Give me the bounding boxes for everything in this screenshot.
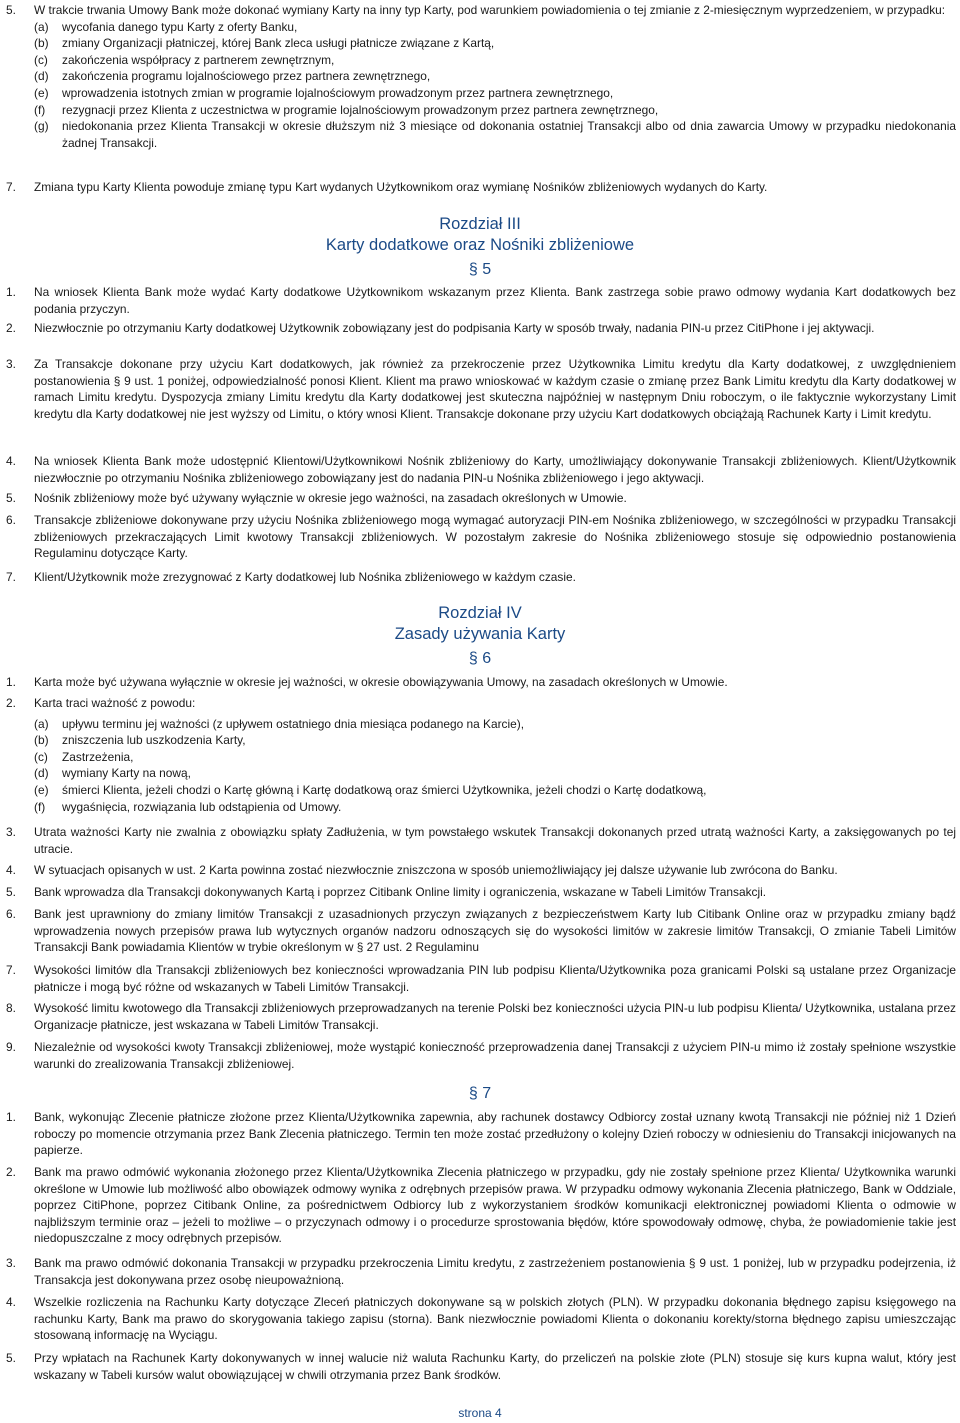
- section-7-block: [0, 1164, 960, 1247]
- chapter-title: Rozdział III: [439, 215, 521, 233]
- sub-label: (d): [34, 69, 49, 84]
- list-item: [0, 284, 960, 317]
- item-number: 2.: [6, 321, 16, 335]
- item-number: 8.: [6, 1001, 16, 1015]
- list-item: [0, 695, 960, 712]
- item-number: 5.: [6, 885, 16, 899]
- list-item: [0, 1294, 960, 1344]
- sub-item: [0, 732, 960, 749]
- item-text: Wszelkie rozliczenia na Rachunku Karty dotyczące Zleceń płatniczych dokonywane są w polskich złotych (PLN). W przypadku dokonania błędnego zapisu księgowego na rachunku Karty, Bank ma prawo do skorygowania takiego zapisu (storna). Bank niezwłocznie powiadomi Klienta o dokonaniu korekty/storna błędnego zapisu umieszczając stosowaną informację na Wyciągu.: [34, 1295, 956, 1343]
- list-item: [0, 1000, 960, 1033]
- list-item: [0, 320, 960, 337]
- sub-text: wprowadzenia istotnych zmian w programie lojalnościowym prowadzonym przez partnera zewnętrznego,: [62, 85, 614, 100]
- section-7-block: [0, 1294, 960, 1344]
- item-number: 2.: [6, 1165, 16, 1179]
- item-text: Bank wprowadza dla Transakcji dokonywanych Kartą i poprzez Citibank Online limity i ograniczenia, wskazane w Tabeli Limitów Transakcji.: [34, 885, 767, 899]
- section-6-block: [0, 824, 960, 857]
- item-number: 3.: [6, 825, 16, 839]
- item-number: 9.: [6, 1040, 16, 1054]
- sub-label: (d): [34, 766, 49, 781]
- item-number: 6.: [6, 513, 16, 527]
- sub-label: (e): [34, 782, 49, 797]
- item-text: Klient/Użytkownik może zrezygnować z Karty dodatkowej lub Nośnika zbliżeniowego w każdym czasie.: [34, 570, 576, 584]
- item-text: Bank ma prawo odmówić dokonania Transakcji w przypadku przekroczenia Limitu kredytu, z zastrzeżeniem postanowienia § 9 ust. 1 poniżej, lub w przypadku podejrzenia, iż Transakcja jest dokonywana przez osobę nieupoważnioną.: [34, 1256, 956, 1287]
- section-7-block: [0, 1109, 960, 1159]
- section-5-block: [0, 356, 960, 422]
- sub-item: [0, 799, 960, 816]
- section-7-block: [0, 1255, 960, 1288]
- sub-item: [0, 68, 960, 85]
- list-item: [0, 674, 960, 691]
- item-number: 4.: [6, 1295, 16, 1309]
- item-number: 5.: [6, 491, 16, 505]
- sub-label: (f): [34, 799, 46, 814]
- item-text: Na wniosek Klienta Bank może wydać Karty dodatkowe Użytkownikom wskazanym przez Klienta. Bank zastrzega sobie prawo odmowy wydania Kart dodatkowych bez podania przyczyn.: [34, 285, 956, 316]
- sub-label: (f): [34, 102, 46, 117]
- section-6-block: [0, 906, 960, 956]
- section-5-block: [0, 512, 960, 562]
- item-text: Nośnik zbliżeniowy może być używany wyłącznie w okresie jego ważności, na zasadach określonych w Umowie.: [34, 491, 627, 505]
- item-text: Utrata ważności Karty nie zwalnia z obowiązku spłaty Zadłużenia, w tym powstałego wskutek Transakcji dokonanych przed utratą ważności Karty, a zaksięgowanych po tej utracie.: [34, 825, 956, 856]
- sub-label: (b): [34, 36, 49, 51]
- list-item: [0, 453, 960, 486]
- item-number: 5.: [6, 3, 16, 17]
- sub-item: [0, 749, 960, 766]
- page-number: strona 4: [458, 1406, 502, 1420]
- item-text: Karta traci ważność z powodu:: [34, 696, 196, 710]
- sub-item: [0, 52, 960, 69]
- list-item: [0, 1164, 960, 1247]
- sub-label: (c): [34, 52, 48, 67]
- item-number: 4.: [6, 454, 16, 468]
- item-text: Niezależnie od wysokości kwoty Transakcji zbliżeniowej, może wystąpić konieczność przeprowadzenia danej Transakcji z użyciem PIN-u mimo iż zostały spełnione wszystkie warunki do zrealizowania Transakcji zbliżeniowej.: [34, 1040, 956, 1071]
- list-item: [0, 1039, 960, 1072]
- item-number: 5.: [6, 1351, 16, 1365]
- list-item: [0, 906, 960, 956]
- sub-text: upływu terminu jej ważności (z upływem ostatniego dnia miesiąca podanego na Karcie),: [62, 716, 524, 731]
- section-5-block: [0, 453, 960, 486]
- sub-text: niedokonania przez Klienta Transakcji w okresie dłuższym niż 3 miesiące od dokonania ostatniej Transakcji albo od dnia zawarcia Umowy w przypadku niedokonania żadnej Transakcji.: [62, 119, 956, 150]
- section-6-block: [0, 1000, 960, 1033]
- sub-item: [0, 716, 960, 733]
- sub-label: (g): [34, 119, 49, 134]
- list-item: [0, 1350, 960, 1383]
- item-number: 1.: [6, 285, 16, 299]
- item-text: Na wniosek Klienta Bank może udostępnić Klientowi/Użytkownikowi Nośnik zbliżeniowy do Karty, umożliwiający dokonywanie Transakcji zbliżeniowych. Klient/Użytkownik niezwłocznie po otrzymaniu Nośnika zbliżeniowego zobowiązany jest do nadania PIN-u Nośnika zbliżeniowego i jego aktywacji.: [34, 454, 956, 485]
- item-text: Transakcje zbliżeniowe dokonywane przy użyciu Nośnika zbliżeniowego mogą wymagać autoryzacji PIN-em Nośnika zbliżeniowego, w szczególności w przypadku Transakcji zbliżeniowych przekraczających Limit kwotowy Transakcji zbliżeniowych. W pozostałym zakresie do Nośnika zbliżeniowego stosuje się odpowiednio postanowienia Regulaminu dotyczące Karty.: [34, 513, 956, 561]
- item-text: Zmiana typu Karty Klienta powoduje zmianę typu Kart wydanych Użytkownikom oraz wymianę Nośników zbliżeniowych wydanych do Karty.: [34, 180, 768, 194]
- section-sign: § 6: [468, 650, 492, 667]
- item-number: 3.: [6, 1256, 16, 1270]
- item-text: Wysokości limitów dla Transakcji zbliżeniowych bez konieczności wprowadzania PIN lub podpisu Klienta/Użytkownika poza granicami Polski są ustalane przez Organizacje płatnicze i mogą być różne od wskazanych w Tabeli Limitów Transakcji.: [34, 963, 956, 994]
- sub-label: (c): [34, 749, 48, 764]
- item-number: 6.: [6, 907, 16, 921]
- list-item: [0, 490, 960, 507]
- sub-item: [0, 765, 960, 782]
- item-text: Karta może być używana wyłącznie w okresie jej ważności, w okresie obowiązywania Umowy, na zasadach określonych w Umowie.: [34, 675, 728, 689]
- item-text: Niezwłocznie po otrzymaniu Karty dodatkowej Użytkownik zobowiązany jest do podpisania Karty w sposób trwały, nadania PIN-u przez CitiPhone i jej aktywacji.: [34, 321, 875, 335]
- item-text: Przy wpłatach na Rachunek Karty dokonywanych w innej walucie niż waluta Rachunku Karty, do przeliczeń na polskie złote (PLN) stosuje się kurs kupna walut, który jest wskazany w Tabeli kursów walut obowiązującej w chwili otrzymania przez Bank środków.: [34, 1351, 956, 1382]
- sub-label: (a): [34, 716, 49, 731]
- list-item: [0, 569, 960, 586]
- sub-text: rezygnacji przez Klienta z uczestnictwa w programie lojalnościowym prowadzonym przez partnera zewnętrznego,: [62, 102, 659, 117]
- chapter-subtitle: Zasady używania Karty: [394, 625, 566, 643]
- list-item: [0, 1255, 960, 1288]
- section-6-block: [0, 962, 960, 995]
- item-number: 1.: [6, 1110, 16, 1124]
- sub-text: zakończenia programu lojalnościowego przez partnera zewnętrznego,: [62, 69, 431, 84]
- chapter-subtitle: Karty dodatkowe oraz Nośniki zbliżeniowe: [325, 236, 635, 254]
- item-text: Bank jest uprawniony do zmiany limitów Transakcji z uzasadnionych przyczyn związanych z bezpieczeństwem Karty lub Citibank Online oraz w przypadku zmiany bądź wprowadzenia nowych przepisów prawa lub wytycznych organów nadzoru odnoszących się do wysokości limitów w zakresie limitów Transakcji, O zmianie Tabeli Limitów Transakcji Bank powiadamia Klientów w trybie określonym w § 27 ust. 2 Regulaminu: [34, 907, 956, 955]
- list-item: [0, 1109, 960, 1159]
- list-item: [0, 179, 960, 196]
- section-sign: § 7: [468, 1085, 492, 1102]
- sub-text: zmiany Organizacji płatniczej, której Bank zleca usługi płatnicze związane z Kartą,: [62, 36, 495, 51]
- item-number: 7.: [6, 963, 16, 977]
- sub-text: zakończenia współpracy z partnerem zewnętrznym,: [62, 52, 335, 67]
- sub-item: [0, 118, 960, 151]
- list-item: [0, 862, 960, 879]
- section-6-block: [0, 884, 960, 901]
- item-5-block: [0, 2, 960, 151]
- sub-text: wycofania danego typu Karty z oferty Banku,: [62, 19, 298, 34]
- sub-item: [0, 782, 960, 799]
- item-number: 7.: [6, 180, 16, 194]
- list-item: [0, 512, 960, 562]
- item-number: 1.: [6, 675, 16, 689]
- sub-item: [0, 35, 960, 52]
- item-number: 7.: [6, 570, 16, 584]
- sub-text: wymiany Karty na nową,: [62, 766, 191, 781]
- list-item: [0, 2, 960, 19]
- sub-item: [0, 85, 960, 102]
- item-text: W trakcie trwania Umowy Bank może dokonać wymiany Karty na inny typ Karty, pod warunkiem powiadomienia o tej zmianie z 2-miesięcznym wyprzedzeniem, w przypadku:: [34, 3, 946, 17]
- list-item: [0, 962, 960, 995]
- sub-text: śmierci Klienta, jeżeli chodzi o Kartę główną i Kartę dodatkową oraz śmierci Użytkownika, jeżeli chodzi o Kartę dodatkową,: [62, 782, 707, 797]
- item-number: 2.: [6, 696, 16, 710]
- section-6-block: [0, 695, 960, 815]
- section-5-block: [0, 569, 960, 586]
- section-sign: § 5: [468, 261, 492, 278]
- section-5-block: [0, 320, 960, 337]
- item-text: Za Transakcje dokonane przy użyciu Kart dodatkowych, jak również za przekroczenie przez Użytkownika Limitu kredytu dla Karty dodatkowej, z uwzględnieniem postanowienia § 9 ust. 1 poniżej, odpowiedzialność ponosi Klient. Klient ma prawo wnioskować w każdym czasie o zmianę przez Bank Limitu kredytu dla Karty dodatkowej w ramach Limitu kredytu. Dyspozycja zmiany Limitu kredytu dla Karty dodatkowej jest skuteczna najpóźniej w następnym Dniu roboczym, o ile faktycznie wykorzystany Limit kredytu dla Karty dodatkowej nie jest wyższy od Limitu, o który wnosi Klient. Transakcje dokonane przy użyciu Kart dodatkowych obciążają Rachunek Karty i Limit kredytu.: [34, 357, 956, 421]
- item-number: 4.: [6, 863, 16, 877]
- item-text: W sytuacjach opisanych w ust. 2 Karta powinna zostać niezwłocznie zniszczona w sposób uniemożliwiający jej dalsze używanie lub zwrócona do Banku.: [34, 863, 838, 877]
- sub-text: Zastrzeżenia,: [62, 749, 134, 764]
- section-6-block: [0, 1039, 960, 1072]
- section-6-block: [0, 862, 960, 879]
- sub-text: wygaśnięcia, rozwiązania lub odstąpienia od Umowy.: [62, 799, 342, 814]
- section-6-block: [0, 674, 960, 691]
- sub-label: (b): [34, 733, 49, 748]
- section-7-block: [0, 1350, 960, 1383]
- section-5-block: [0, 284, 960, 317]
- item-7-block: [0, 179, 960, 196]
- list-item: [0, 824, 960, 857]
- list-item: [0, 356, 960, 422]
- sub-label: (e): [34, 85, 49, 100]
- item-text: Bank ma prawo odmówić wykonania złożonego przez Klienta/Użytkownika Zlecenia płatniczego w przypadku, gdy nie zostały spełnione przez Klienta/ Użytkownika warunki określone w Umowie lub możliwość albo obowiązek odmowy wynika z odrębnych przepisów prawa. W przypadku odmowy wykonania Zlecenia płatniczego, Bank w Oddziale, poprzez CitiPhone, poprzez Citibank Online, za pośrednictwem Odbiorcy lub z wykorzystaniem środków komunikacji elektronicznej powiadomi Klienta o odmowie w najbliższym terminie oraz – jeżeli to możliwe – o przyczynach odmowy i o procedurze sprostowania błędów, które spowodowały odmowę, chyba, że powiadomienie takie jest niedopuszczalne z mocy odrębnych przepisów.: [34, 1165, 956, 1246]
- sub-item: [0, 102, 960, 119]
- sub-text: zniszczenia lub uszkodzenia Karty,: [62, 733, 246, 748]
- list-item: [0, 884, 960, 901]
- item-text: Wysokość limitu kwotowego dla Transakcji zbliżeniowych przeprowadzanych na terenie Polski bez konieczności użycia PIN-u lub podpisu Klienta/ Użytkownika, ustalana przez Organizacje płatnicze, jest wskazana w Tabeli Limitów Transakcji.: [34, 1001, 956, 1032]
- sub-label: (a): [34, 19, 49, 34]
- chapter-title: Rozdział IV: [438, 604, 522, 622]
- item-number: 3.: [6, 357, 16, 371]
- section-5-block: [0, 490, 960, 507]
- item-text: Bank, wykonując Zlecenie płatnicze złożone przez Klienta/Użytkownika zapewnia, aby rachunek dostawcy Odbiorcy został uznany kwotą Transakcji nie później niż 1 Dzień roboczy po momencie otrzymania przez Bank Zlecenia płatniczego. Termin ten może zostać przedłużony o kolejny Dzień roboczy w odniesieniu do Transakcji inicjowanych na papierze.: [34, 1110, 956, 1158]
- sub-item: [0, 19, 960, 36]
